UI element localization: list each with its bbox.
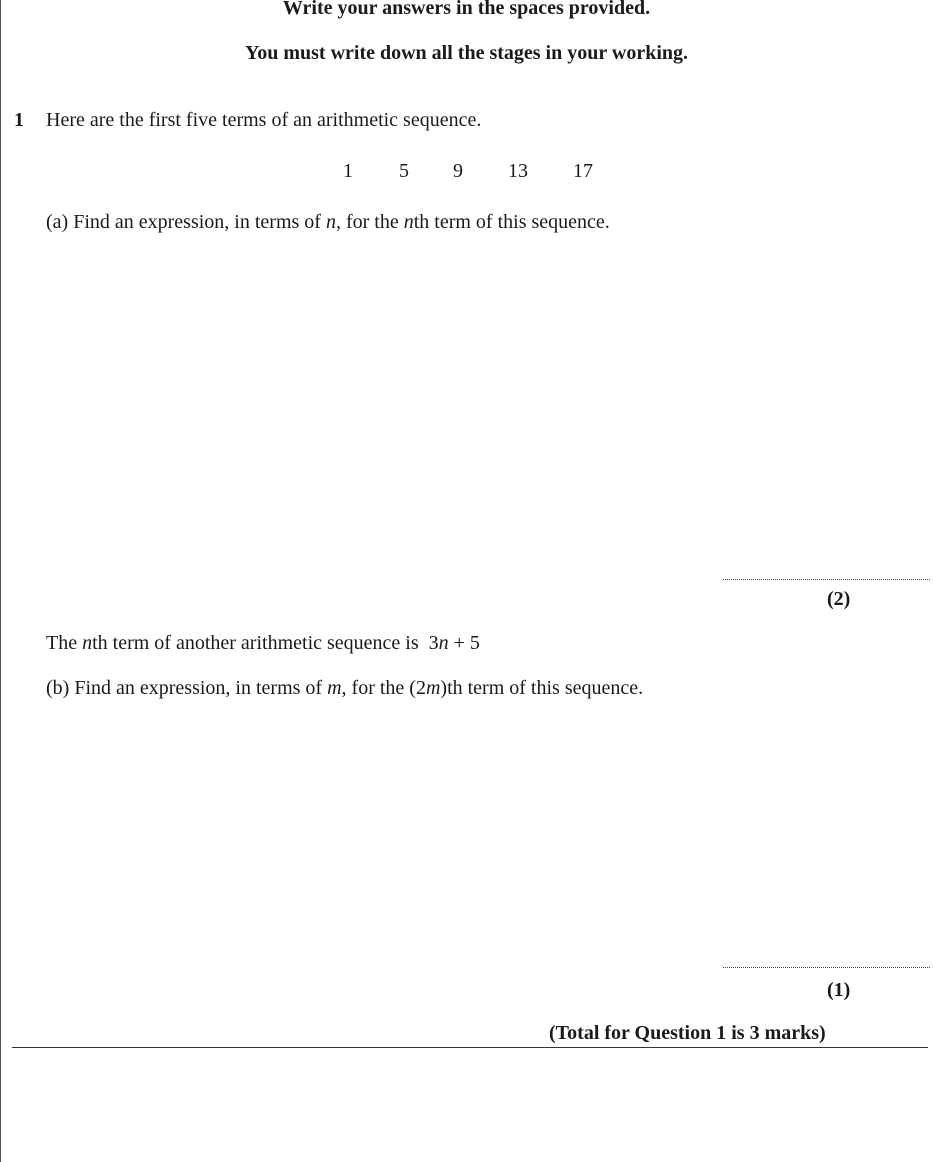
part-a-text-2: , for the: [335, 211, 399, 233]
sequence-term: 17: [573, 160, 593, 182]
part-a-var-2: n: [403, 211, 414, 233]
question-number: 1: [14, 109, 24, 131]
page-left-border: [0, 0, 1, 1162]
question-intro: Here are the first five terms of an arithmetic sequence.: [46, 109, 482, 131]
part-b-var-1: m: [327, 677, 342, 699]
stem-b-text-2: th term of another arithmetic sequence is: [92, 632, 419, 654]
stem-b-expr-2: + 5: [448, 632, 480, 654]
sequence-term: 9: [453, 160, 463, 182]
stem-b-expression: [429, 632, 480, 654]
stem-b-expr-1: 3: [428, 632, 439, 654]
part-a-label: (a): [46, 211, 69, 233]
stem-b-var: n: [82, 632, 93, 654]
part-a-var-1: n: [325, 211, 336, 233]
part-a-marks: (2): [827, 588, 851, 610]
part-b-text-2: , for the (2: [341, 677, 426, 699]
part-b-answer-line[interactable]: [723, 967, 930, 968]
part-b-text-3: )th term of this sequence.: [440, 677, 644, 699]
sequence-term: 1: [343, 160, 353, 182]
total-divider: [12, 1047, 928, 1048]
part-a-answer-line[interactable]: [723, 579, 930, 580]
part-a-text-3: th term of this sequence.: [413, 211, 610, 233]
stem-b-expr-var: n: [438, 632, 449, 654]
part-b-marks: (1): [827, 979, 851, 1001]
instruction-answers: Write your answers in the spaces provided.: [282, 0, 651, 19]
sequence-term: 13: [508, 160, 528, 182]
part-a-question: [46, 211, 610, 234]
part-b-label: (b): [46, 677, 70, 699]
part-b-question: [46, 677, 643, 700]
part-a-text-1: Find an expression, in terms of: [73, 211, 321, 233]
instruction-working: You must write down all the stages in your working.: [245, 42, 688, 64]
part-b-text-1: Find an expression, in terms of: [74, 677, 323, 699]
part-b-stem: [46, 632, 480, 655]
stem-b-text-1: The: [46, 632, 78, 654]
question-total: (Total for Question 1 is 3 marks): [549, 1022, 826, 1044]
part-b-var-2: m: [425, 677, 441, 699]
sequence-term: 5: [399, 160, 409, 182]
